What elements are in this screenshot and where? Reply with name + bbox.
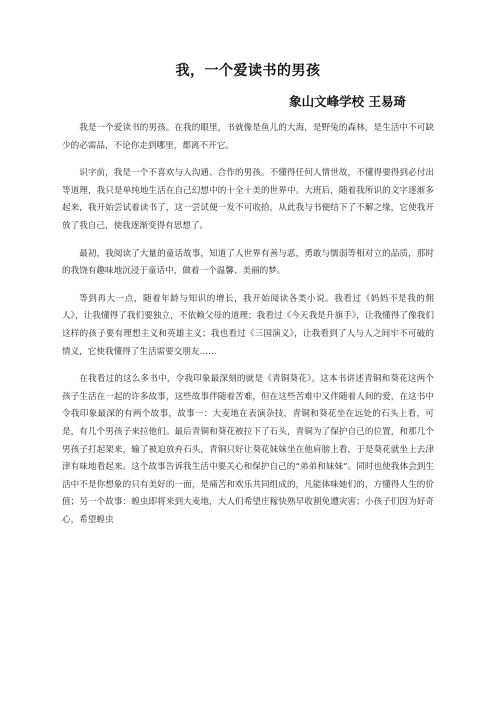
paragraph: 识字前，我是一个不喜欢与人沟通、合作的男孩。不懂得任何人情世故，不懂得要得到必付出等道理，我只是单纯地生活在自己幻想中的十全十美的世界中。大班后，随着我所识的文字逐渐多起来，我开始尝试着读书了，这一尝试便一发不可收拾，从此我与书便结下了不解之缘，它使我开放了我自己，使我逐渐变得有思想了。 <box>62 168 434 231</box>
paragraph: 我是一个爱读书的男孩。在我的眼里，书就像是鱼儿的大海，是野兔的森林，是生活中不可缺少的必需品，不论你走到哪里，都离不开它。 <box>62 123 434 151</box>
author-byline: 象山文峰学校 王易琦 <box>289 94 406 109</box>
document-body <box>62 120 434 539</box>
paragraph: 在我看过的这么多书中，令我印象最深刻的就是《青铜葵花》。这本书讲述青铜和葵花这两个孩子生活在一起的许多故事，这些故事伴随着苦难，但在这些苦难中又伴随着人间的爱，在这书中令我印象最深的有两个故事，故事一：大麦地在表演杂技，青铜和葵花坐在远处的石头上看，可是，有几个男孩子来拉他们。最后青铜和葵花被拉下了石头，青铜为了保护自己的位置，和那几个男孩子打起架来，输了被迫放弃石头，青铜只好让葵花妹妹坐在他肩膀上看，于是葵花就坐上去津津有味地看起来。这个故事告诉我生活中要关心和保护自己的“弟弟和妹妹”。同时也使我体会到生活中不是你想象的只有美好的一面，是痛苦和欢乐共同组成的，凡能体味她们的，方懂得人生的价值；另一个故事：蝗虫即将来到大麦地，大人们希望庄稼快熟早收割免遭灾害；小孩子们因为好奇心，希望蝗虫 <box>62 374 434 525</box>
paragraph: 等到再大一点，随着年龄与知识的增长，我开始阅读各类小说。我看过《妈妈不是我的佣人》，让我懂得了我们要独立，不依赖父母的道理；我看过《今天我是升旗手》，让我懂得了像我们这样的孩子要有理想主义和英雄主义；我也看过《三国演义》，让我看到了人与人之间牢不可破的情义，它使我懂得了生活需要交朋友…… <box>62 293 434 357</box>
paragraph: 最初，我阅读了大量的童话故事，知道了人世界有善与恶，勇敢与懦弱等相对立的品质，那时的我饶有趣味地沉浸于童话中，做着一个温馨、美丽的梦。 <box>62 248 434 277</box>
document-title: 我，一个爱读书的男孩 <box>175 63 321 79</box>
